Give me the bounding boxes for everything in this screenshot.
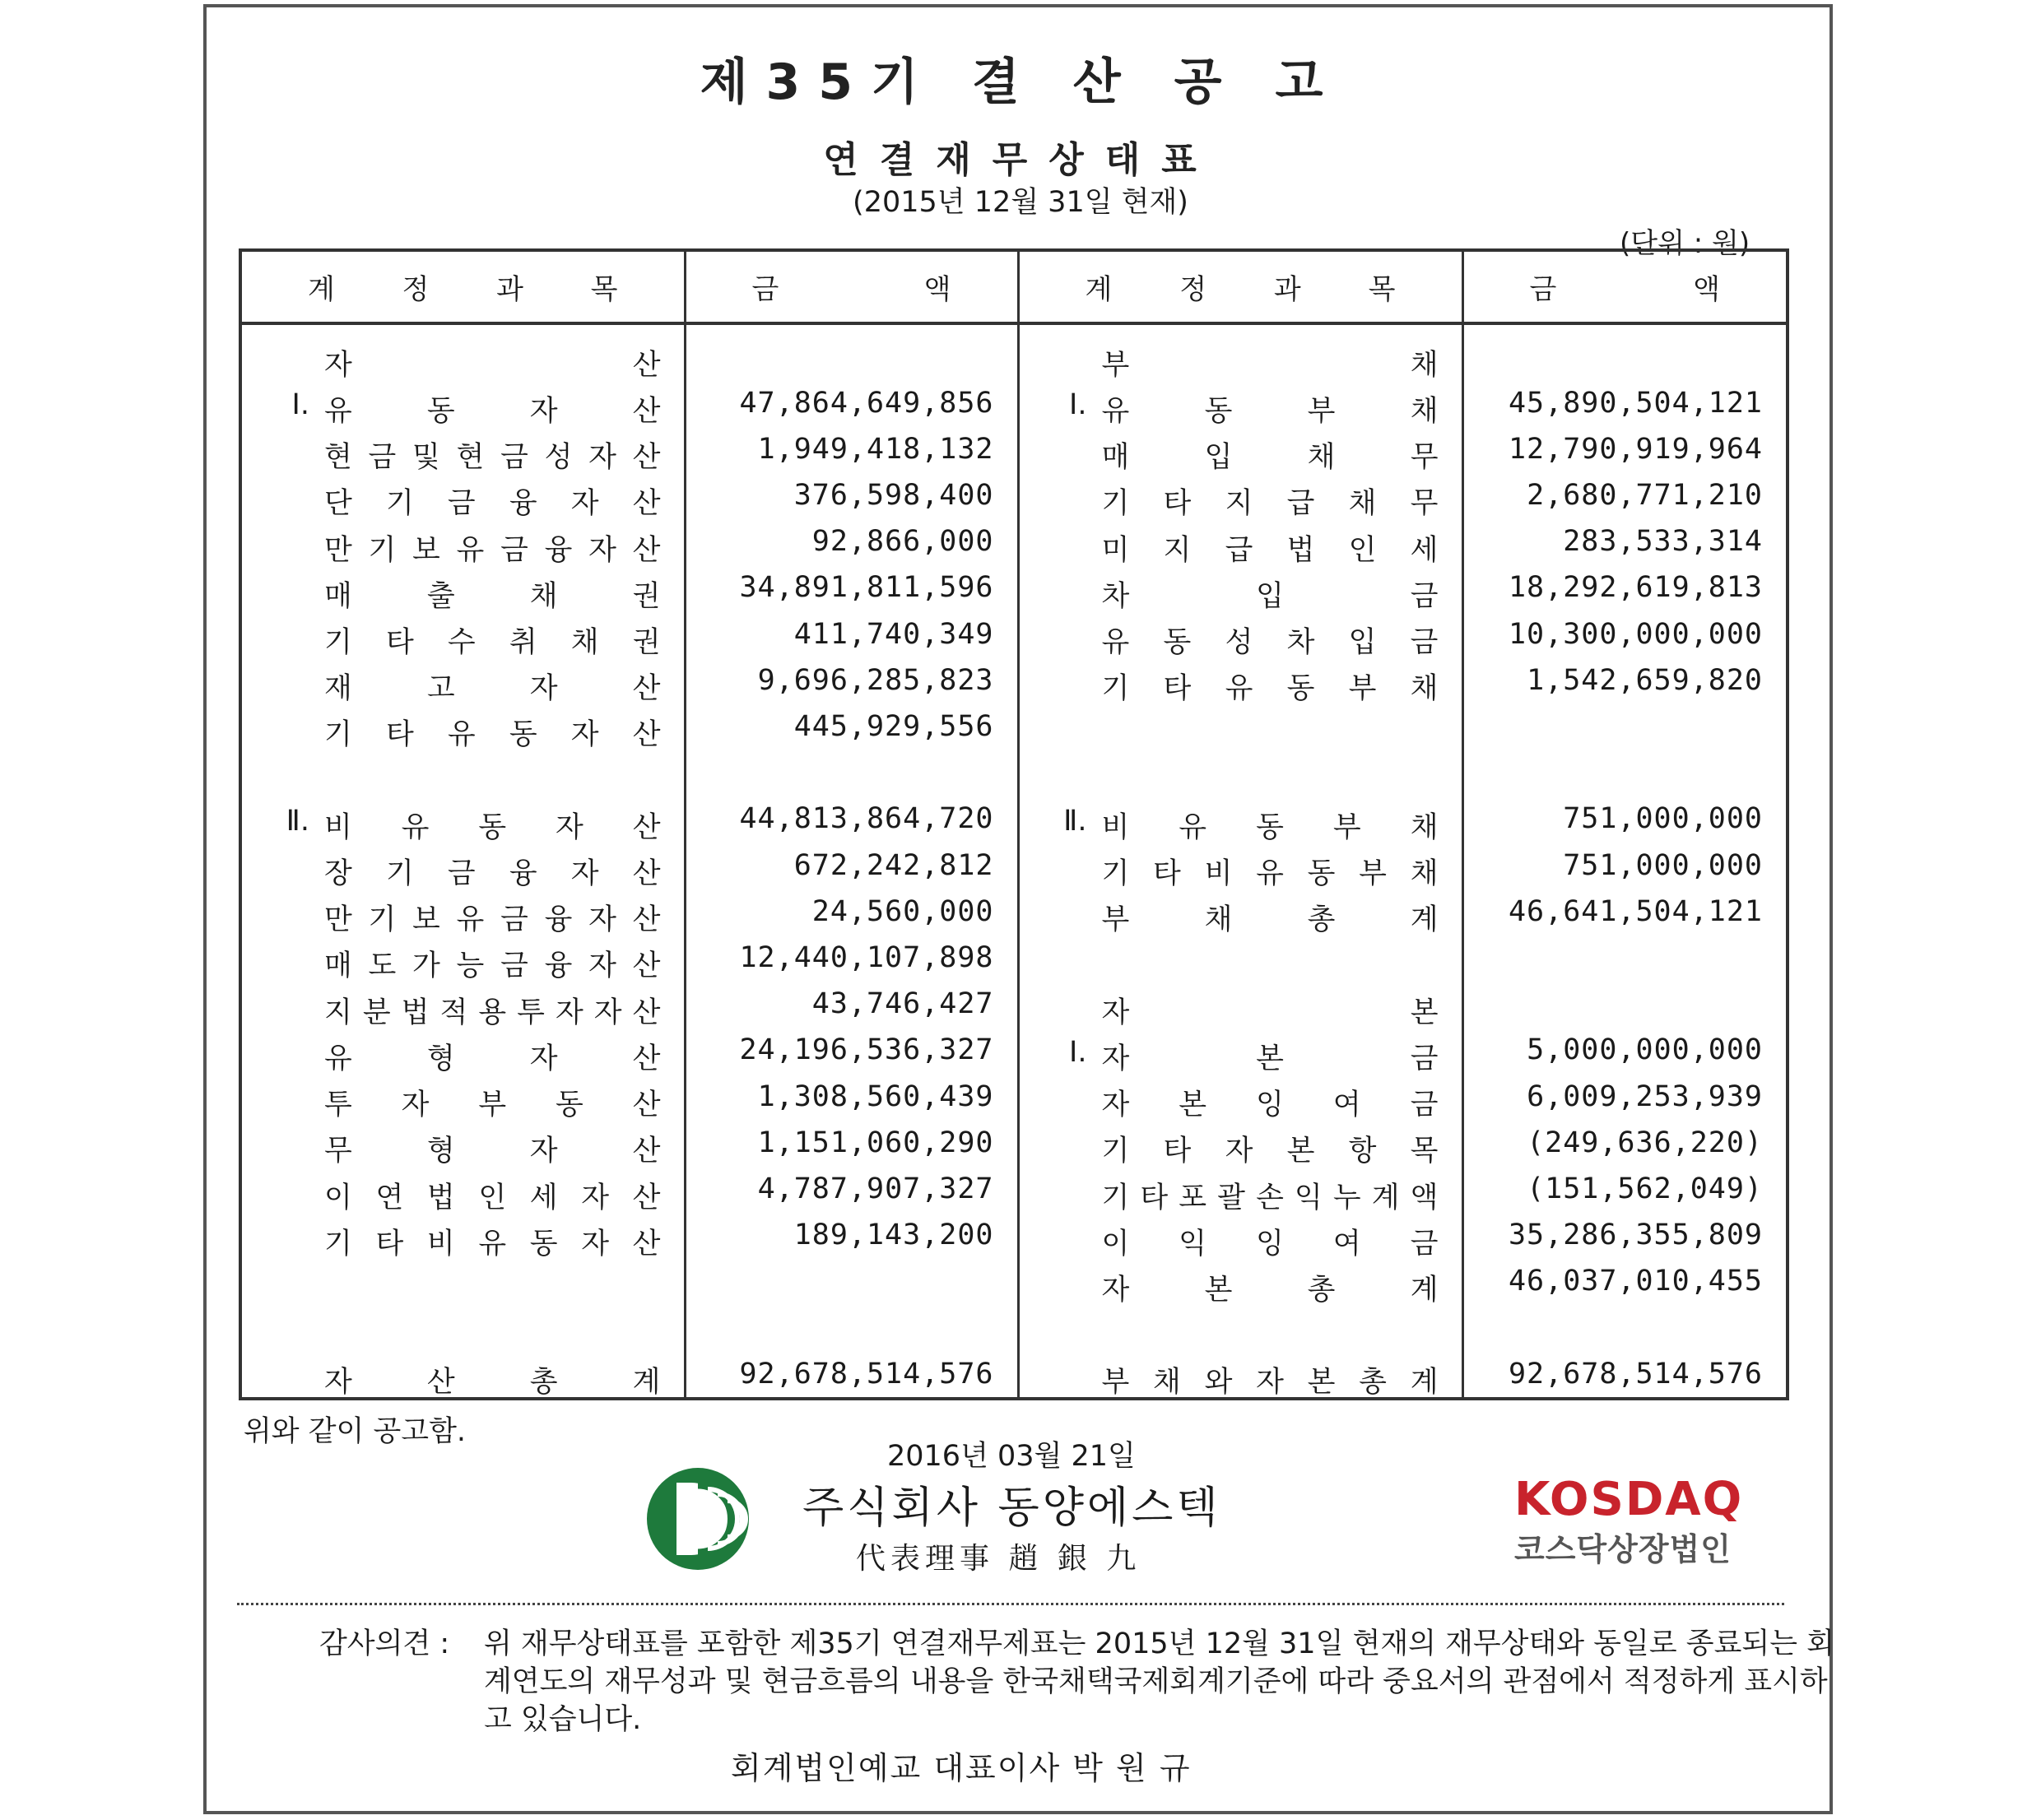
liability-roman-numeral: Ⅰ. [1069,1035,1087,1069]
liability-account-cell [1018,518,1462,567]
asset-account-label: 기 타 수 취 채 권 [324,626,661,660]
asset-account-label: 장 기 금 융 자 산 [324,857,661,891]
asset-account-cell [240,518,685,567]
asset-account-cell [240,611,685,660]
asset-roman-numeral: Ⅱ. [286,804,309,838]
asset-account-cell [240,323,685,382]
balance-sheet-table [239,248,1789,1400]
asset-amount-cell: 12,440,107,898 [685,935,1018,981]
asset-amount-cell [685,1305,1018,1351]
liability-account-cell [1018,981,1462,1027]
liability-account-cell [1018,611,1462,660]
asset-amount-cell: 1,949,418,132 [685,426,1018,472]
liability-amount-cell: 45,890,504,121 [1462,379,1788,425]
liability-account-label: 이 익 잉 여 금 [1101,1227,1439,1261]
asset-amount-cell: 44,813,864,720 [685,796,1018,842]
kosdaq-logo: KOSDAQ [1514,1473,1744,1526]
asset-account-cell [240,842,685,891]
table-row [240,842,1788,888]
liability-account-label: 매 입 채 무 [1101,441,1439,475]
asset-account-cell [240,1351,685,1399]
asset-account-cell [240,1212,685,1261]
liability-account-cell [1018,1212,1462,1261]
statement-title: 연결재무상태표 [823,139,1218,181]
asset-account-cell [240,1305,685,1351]
liability-account-label: 유 동 부 채 [1101,395,1439,429]
representative-name: 代表理事 趙 銀 九 [856,1542,1141,1576]
liability-amount-cell [1462,703,1788,750]
asset-account-label: 현 금 및 현 금 성 자 산 [324,441,661,475]
asset-account-label: 매 도 가 능 금 융 자 산 [324,949,661,983]
asset-amount-cell [685,1258,1018,1304]
liability-account-cell [1018,796,1462,842]
asset-amount-cell: 445,929,556 [685,703,1018,750]
liability-account-label: 차 입 금 [1101,579,1439,613]
asset-amount-cell: 411,740,349 [685,611,1018,657]
asset-account-label: 단 기 금 융 자 산 [324,487,661,521]
liability-account-label: 자 본 [1101,996,1439,1029]
table-row [240,1258,1788,1304]
table-header-row [240,250,1788,323]
table-row [240,1074,1788,1120]
asset-account-cell [240,379,685,429]
asset-amount-cell: 1,308,560,439 [685,1074,1018,1120]
asset-amount-cell: 92,866,000 [685,518,1018,564]
asset-account-label: 유 형 자 산 [324,1042,661,1075]
liability-amount-cell: 12,790,919,964 [1462,426,1788,472]
asset-amount-cell: 92,678,514,576 [685,1351,1018,1399]
liability-account-label: 기 타 비 유 동 부 채 [1101,857,1439,891]
liability-account-cell [1018,1258,1462,1307]
table-row [240,1351,1788,1399]
asset-account-cell [240,1027,685,1073]
liability-account-cell [1018,842,1462,891]
asset-account-label: 매 출 채 권 [324,579,661,613]
asset-amount-cell: 24,196,536,327 [685,1027,1018,1073]
liability-account-label: 부 채 [1101,348,1439,382]
asset-account-label: 이 연 법 인 세 자 산 [324,1181,661,1214]
asset-amount-cell: 34,891,811,596 [685,564,1018,611]
liability-account-cell [1018,472,1462,521]
liability-amount-cell [1462,1305,1788,1351]
asset-account-label: 자 산 총 계 [324,1366,661,1400]
asset-amount-cell: 4,787,907,327 [685,1166,1018,1212]
liability-amount-cell [1462,935,1788,981]
asset-account-cell [240,472,685,521]
asset-account-cell [240,703,685,750]
asset-account-cell [240,564,685,611]
audit-label: 감사의견 : [319,1627,450,1660]
liability-account-cell [1018,703,1462,750]
asset-account-cell [240,426,685,475]
liability-amount-cell: 6,009,253,939 [1462,1074,1788,1120]
asset-amount-cell: 1,151,060,290 [685,1120,1018,1166]
table-row [240,379,1788,425]
unit-label: (단위 : 원) [1620,227,1750,260]
liability-account-label: 기 타 포 괄 손 익 누 계 액 [1101,1181,1439,1214]
liability-amount-cell: 46,037,010,455 [1462,1258,1788,1304]
liability-account-cell [1018,1074,1462,1120]
table-row [240,472,1788,518]
page-title: 제35기 결 산 공 고 [700,53,1341,111]
liability-account-cell [1018,323,1462,382]
liability-amount-cell [1462,323,1788,379]
asset-amount-cell: 672,242,812 [685,842,1018,888]
asset-account-cell [240,1166,685,1212]
asset-account-label: 만 기 보 유 금 융 자 산 [324,903,661,937]
asset-account-label: 유 동 자 산 [324,395,661,429]
statement-date: (2015년 12월 31일 현재) [853,186,1188,219]
liability-account-cell [1018,426,1462,475]
liability-account-cell [1018,1027,1462,1073]
asset-account-cell [240,981,685,1027]
liability-account-label: 자 본 금 [1101,1042,1439,1075]
header-amount-right: 금 액 [1462,250,1788,323]
company-name: 주식회사 동양에스텍 [802,1483,1221,1533]
table-row [240,1212,1788,1258]
company-logo-icon [644,1465,752,1573]
liability-account-label: 비 유 동 부 채 [1101,810,1439,844]
asset-account-label: 투 자 부 동 산 [324,1089,661,1122]
table-row [240,323,1788,379]
asset-account-label: 비 유 동 자 산 [324,810,661,844]
header-amount-left: 금 액 [685,250,1018,323]
asset-account-label: 만 기 보 유 금 융 자 산 [324,533,661,567]
auditor-signature: 회계법인예교 대표이사 박 원 규 [731,1750,1192,1786]
asset-account-label: 재 고 자 산 [324,672,661,706]
liability-account-cell [1018,1305,1462,1351]
asset-account-label: 기 타 비 유 동 자 산 [324,1227,661,1261]
liability-amount-cell: 283,533,314 [1462,518,1788,564]
liability-account-cell [1018,1166,1462,1212]
asset-account-cell [240,796,685,842]
asset-account-cell [240,935,685,981]
asset-account-cell [240,750,685,796]
liability-amount-cell: 92,678,514,576 [1462,1351,1788,1399]
asset-amount-cell: 189,143,200 [685,1212,1018,1258]
notice-text: 위와 같이 공고함. [244,1415,467,1448]
asset-account-cell [240,1258,685,1304]
liability-account-label: 기 타 유 동 부 채 [1101,672,1439,706]
asset-amount-cell [685,750,1018,796]
liability-amount-cell: 35,286,355,809 [1462,1212,1788,1258]
asset-account-label: 기 타 유 동 자 산 [324,718,661,752]
table-row [240,703,1788,750]
liability-roman-numeral: Ⅱ. [1063,804,1087,838]
liability-account-label: 부 채 총 계 [1101,903,1439,937]
liability-amount-cell: 2,680,771,210 [1462,472,1788,518]
liability-account-cell [1018,935,1462,981]
liability-amount-cell: 1,542,659,820 [1462,657,1788,703]
liability-amount-cell: (151,562,049) [1462,1166,1788,1212]
asset-amount-cell: 43,746,427 [685,981,1018,1027]
asset-roman-numeral: Ⅰ. [291,388,309,422]
asset-account-cell [240,657,685,706]
header-account-left: 계 정 과 목 [240,250,685,323]
table-row [240,1027,1788,1073]
liability-amount-cell [1462,981,1788,1027]
liability-roman-numeral: Ⅰ. [1069,388,1087,422]
table-row [240,518,1788,564]
asset-amount-cell: 376,598,400 [685,472,1018,518]
liability-account-label: 기 타 지 급 채 무 [1101,487,1439,521]
asset-amount-cell: 47,864,649,856 [685,379,1018,425]
liability-amount-cell: 10,300,000,000 [1462,611,1788,657]
asset-account-cell [240,1074,685,1120]
liability-account-cell [1018,379,1462,429]
asset-account-cell [240,889,685,935]
liability-account-label: 미 지 급 법 인 세 [1101,533,1439,567]
table-row [240,889,1788,935]
liability-amount-cell [1462,750,1788,796]
divider [237,1603,1784,1605]
table-row [240,981,1788,1027]
liability-account-cell [1018,1351,1462,1399]
asset-account-cell [240,1120,685,1166]
header-account-right: 계 정 과 목 [1018,250,1462,323]
notice-date: 2016년 03월 21일 [887,1440,1136,1473]
liability-account-cell [1018,889,1462,935]
table-row [240,796,1788,842]
table-row [240,564,1788,611]
table-row [240,1305,1788,1351]
asset-account-label: 무 형 자 산 [324,1135,661,1168]
liability-amount-cell: 5,000,000,000 [1462,1027,1788,1073]
liability-account-label: 부 채 와 자 본 총 계 [1101,1366,1439,1400]
table-row [240,657,1788,703]
liability-account-label: 유 동 성 차 입 금 [1101,626,1439,660]
liability-account-cell [1018,657,1462,706]
liability-amount-cell: (249,636,220) [1462,1120,1788,1166]
table-row [240,1166,1788,1212]
liability-account-cell [1018,564,1462,611]
liability-amount-cell: 18,292,619,813 [1462,564,1788,611]
liability-account-label: 자 본 총 계 [1101,1273,1439,1307]
liability-account-cell [1018,750,1462,796]
table-row [240,426,1788,472]
asset-amount-cell: 24,560,000 [685,889,1018,935]
table-row [240,1120,1788,1166]
liability-account-cell [1018,1120,1462,1166]
liability-account-label: 자 본 잉 여 금 [1101,1089,1439,1122]
asset-amount-cell: 9,696,285,823 [685,657,1018,703]
liability-amount-cell: 751,000,000 [1462,842,1788,888]
asset-account-label: 자 산 [324,348,661,382]
kosdaq-subtitle: 코스닥상장법인 [1514,1531,1732,1567]
table-row [240,750,1788,796]
asset-account-label: 지 분 법 적 용 투 자 자 산 [324,996,661,1029]
table-row [240,935,1788,981]
liability-amount-cell: 46,641,504,121 [1462,889,1788,935]
liability-account-label: 기 타 자 본 항 목 [1101,1135,1439,1168]
liability-amount-cell: 751,000,000 [1462,796,1788,842]
audit-text: 위 재무상태표를 포함한 제35기 연결재무제표는 2015년 12월 31일 현재의 재무상태와 동일로 종료되는 회계연도의 재무성과 및 현금흐름의 내용을 한국채택국제회계기준에 따라 중요서의 관점에서 적정하게 표시하고 있습니다. [484,1627,1834,1736]
asset-amount-cell [685,323,1018,379]
table-row [240,611,1788,657]
